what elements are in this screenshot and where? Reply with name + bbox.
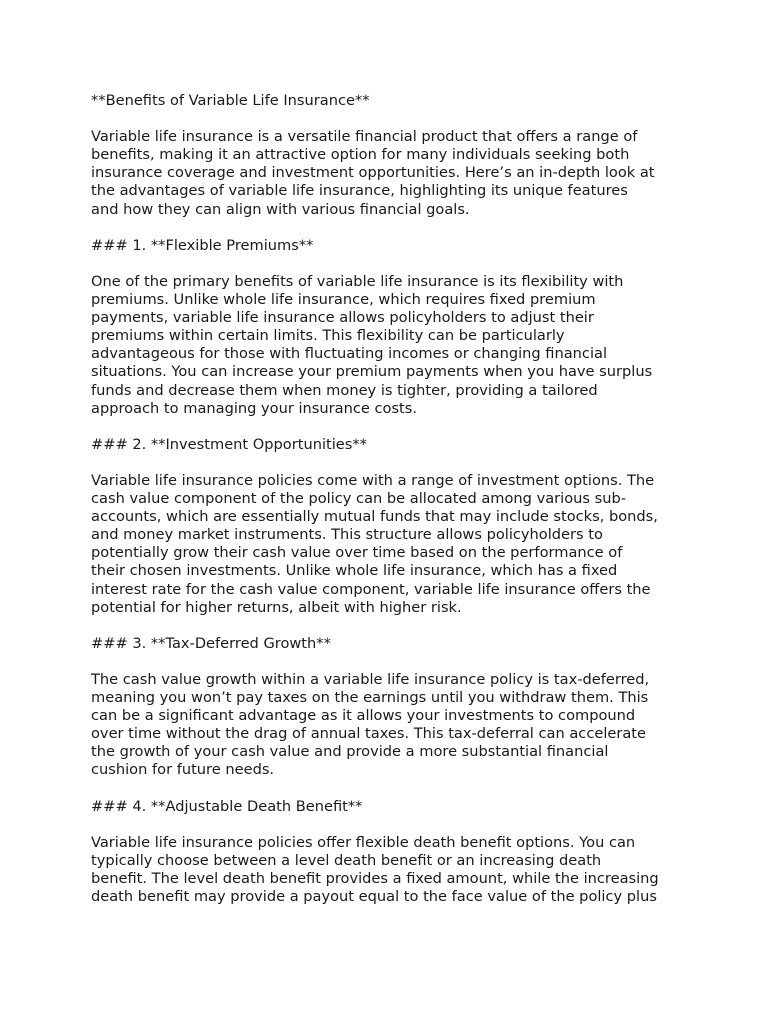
intro-paragraph	[91, 128, 691, 218]
paragraph-line: advantageous for those with fluctuating incomes or changing financial	[91, 345, 608, 363]
paragraph-line: potential for higher returns, albeit with higher risk.	[91, 598, 462, 616]
paragraph-line: death benefit may provide a payout equal to the face value of the policy plus	[91, 888, 657, 906]
paragraph-line: premiums. Unlike whole life insurance, which requires fixed premium	[91, 291, 596, 309]
paragraph-line: One of the primary benefits of variable life insurance is its flexibility with	[91, 272, 624, 290]
paragraph-line: payments, variable life insurance allows policyholders to adjust their	[91, 309, 594, 327]
paragraph-line: their chosen investments. Unlike whole life insurance, which has a fixed	[91, 562, 618, 580]
paragraph-line: cash value component of the policy can be allocated among various sub-	[91, 490, 627, 508]
section-paragraph-investment-opportunities	[91, 472, 691, 617]
document-title: **Benefits of Variable Life Insurance**	[91, 92, 370, 109]
document-body	[91, 92, 691, 906]
paragraph-line: approach to managing your insurance costs.	[91, 399, 418, 417]
paragraph-line: situations. You can increase your premium payments when you have surplus	[91, 363, 653, 381]
paragraph-line: insurance coverage and investment opportunities. Here’s an in-depth look at	[91, 164, 655, 182]
paragraph-line: typically choose between a level death benefit or an increasing death	[91, 851, 602, 869]
paragraph-line: the advantages of variable life insurance, highlighting its unique features	[91, 182, 628, 200]
paragraph-line: accounts, which are essentially mutual funds that may include stocks, bonds,	[91, 508, 658, 526]
section-heading-adjustable-death-benefit: ### 4. **Adjustable Death Benefit**	[91, 797, 363, 815]
section-paragraph-adjustable-death-benefit	[91, 834, 691, 906]
paragraph-line: can be a significant advantage as it allows your investments to compound	[91, 707, 636, 725]
paragraph-line: the growth of your cash value and provide a more substantial financial	[91, 743, 609, 761]
paragraph-line: meaning you won’t pay taxes on the earnings until you withdraw them. This	[91, 689, 649, 707]
paragraph-line: The cash value growth within a variable life insurance policy is tax-deferred,	[91, 671, 650, 688]
section-heading-tax-deferred-growth: ### 3. **Tax-Deferred Growth**	[91, 634, 331, 652]
section-heading-flexible-premiums: ### 1. **Flexible Premiums**	[91, 236, 314, 254]
paragraph-line: premiums within certain limits. This flexibility can be particularly	[91, 327, 565, 345]
paragraph-line: potentially grow their cash value over time based on the performance of	[91, 544, 623, 562]
paragraph-line: Variable life insurance policies come with a range of investment options. The	[91, 471, 655, 489]
paragraph-line: interest rate for the cash value component, variable life insurance offers the	[91, 580, 651, 598]
paragraph-line: benefit. The level death benefit provides a fixed amount, while the increasing	[91, 870, 659, 888]
section-paragraph-tax-deferred-growth	[91, 671, 691, 780]
paragraph-line: funds and decrease them when money is tighter, providing a tailored	[91, 381, 598, 399]
section-heading-investment-opportunities: ### 2. **Investment Opportunities**	[91, 435, 367, 453]
paragraph-line: over time without the drag of annual taxes. This tax-deferral can accelerate	[91, 725, 647, 743]
section-paragraph-flexible-premiums	[91, 273, 691, 418]
paragraph-line: cushion for future needs.	[91, 761, 275, 779]
paragraph-line: benefits, making it an attractive option for many individuals seeking both	[91, 146, 630, 164]
paragraph-line: Variable life insurance is a versatile financial product that offers a range of	[91, 128, 638, 146]
paragraph-line: and money market instruments. This structure allows policyholders to	[91, 526, 603, 544]
paragraph-line: Variable life insurance policies offer flexible death benefit options. You can	[91, 833, 636, 851]
paragraph-line: and how they can align with various financial goals.	[91, 200, 470, 218]
